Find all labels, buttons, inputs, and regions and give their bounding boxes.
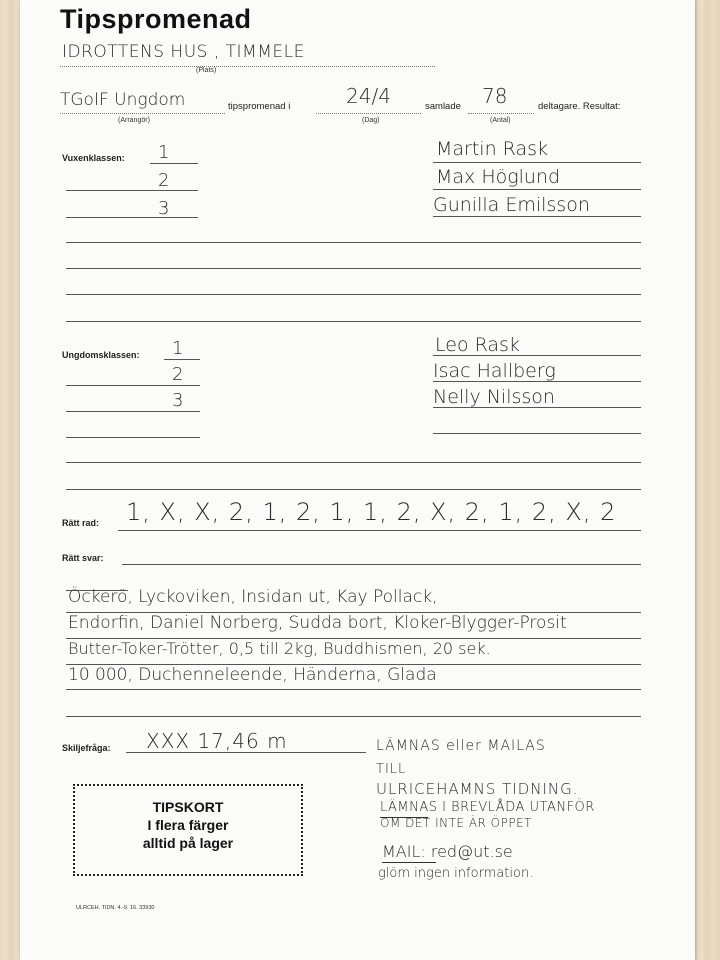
ungdom-name-3: Nelly Nilsson [433, 386, 555, 408]
skilje-label: Skiljefråga: [62, 743, 111, 753]
ratt-svar-line-0 [122, 564, 641, 565]
tipskort-line-2: I flera färger [147, 817, 229, 833]
note-line-7: glöm ingen information. [378, 866, 534, 881]
organizer-value: TGoIF Ungdom [60, 90, 186, 110]
blank-line-2 [66, 268, 641, 269]
blank-line-3 [66, 294, 641, 295]
form-sheet [20, 0, 695, 960]
organizer-line [60, 113, 225, 114]
note-line-5: OM DET INTE ÄR ÖPPET [380, 816, 533, 830]
vuxen-pos-line-3 [66, 217, 198, 218]
tipskort-box [73, 784, 303, 876]
ratt-rad-line [118, 530, 641, 531]
svar-rule-2 [66, 638, 641, 639]
count-label: (Antal) [490, 117, 511, 124]
ungdom-pos-line-4 [66, 437, 200, 438]
count-value: 78 [482, 84, 508, 108]
note-underline-mail [382, 862, 436, 863]
note-line-4: LÄMNAS I BREVLÅDA UTANFÖR [380, 800, 595, 815]
ungdom-pos-line-2 [66, 385, 200, 386]
tipskort-line-3: alltid på lager [142, 835, 234, 851]
ratt-svar-line-4: 10 000, Duchenneleende, Händerna, Glada [68, 665, 437, 685]
vuxen-pos-2: 2 [158, 170, 170, 191]
vuxen-name-line-2 [433, 189, 641, 190]
blank-line-4 [66, 321, 641, 322]
day-label: (Dag) [362, 117, 380, 124]
organizer-label: (Arrangör) [118, 117, 150, 124]
ratt-svar-line-1: Öckerö, Lyckoviken, Insidan ut, Kay Pollack, [68, 587, 438, 607]
svar-rule-4 [66, 689, 641, 690]
footer-code: ULRCEH. TIDN. 4.-9. 16. 33930 [76, 905, 155, 911]
note-line-2: TILL [376, 762, 407, 777]
vuxen-pos-1: 1 [158, 142, 170, 163]
blank-line-5 [66, 462, 641, 463]
text-samlade: samlade [425, 101, 461, 112]
ungdom-pos-line-1 [164, 359, 200, 360]
ratt-svar-line-2: Endorfin, Daniel Norberg, Sudda bort, Kloker-Blygger-Prosit [68, 613, 567, 633]
note-line-6: MAIL: red@ut.se [382, 842, 513, 861]
vuxen-pos-line-2 [66, 190, 198, 191]
skilje-answer: XXX 17,46 m [146, 729, 288, 753]
ungdom-name-1: Leo Rask [435, 334, 520, 356]
svar-rule-3 [66, 664, 641, 665]
ungdom-label: Ungdomsklassen: [62, 350, 140, 360]
ratt-svar-label: Rätt svar: [62, 553, 104, 563]
ungdom-name-line-4 [433, 433, 641, 434]
text-deltagare: deltagare. Resultat: [538, 101, 621, 112]
ratt-rad-label: Rätt rad: [62, 518, 100, 528]
count-line [468, 113, 534, 114]
ungdom-pos-2: 2 [172, 364, 184, 385]
place-label: (Plats) [196, 67, 217, 74]
ungdom-name-line-3 [433, 407, 641, 408]
blank-line-1 [66, 242, 641, 243]
ungdom-name-line-2 [433, 381, 641, 382]
day-value: 24/4 [346, 84, 391, 108]
ungdom-pos-3: 3 [172, 390, 184, 411]
ungdom-name-line-1 [433, 355, 641, 356]
vuxen-pos-line-1 [150, 163, 198, 164]
blank-line-6 [66, 489, 641, 490]
text-tipspromenad: tipspromenad i [228, 101, 291, 112]
vuxen-name-3: Gunilla Emilsson [433, 194, 590, 216]
vuxen-name-2: Max Höglund [436, 166, 561, 188]
ungdom-pos-line-3 [66, 411, 200, 412]
place-line [60, 66, 435, 67]
vuxen-name-1: Martin Rask [436, 138, 548, 160]
svar-rule-5 [66, 716, 641, 717]
ratt-rad-value: 1, X, X, 2, 1, 2, 1, 1, 2, X, 2, 1, 2, X, 2 [126, 498, 617, 526]
vuxen-label: Vuxenklassen: [62, 153, 125, 163]
skilje-line [126, 752, 366, 753]
note-line-1: LÄMNAS eller MAILAS [376, 738, 546, 754]
svar-rule-1 [66, 612, 641, 613]
day-line [316, 113, 421, 114]
vuxen-pos-3: 3 [158, 198, 170, 219]
vuxen-name-line-3 [433, 216, 641, 217]
note-line-3: ULRICEHAMNS TIDNING. [376, 780, 579, 798]
place-value: IDROTTENS HUS , TIMMELE [62, 42, 305, 62]
ungdom-pos-1: 1 [172, 338, 184, 359]
ratt-svar-line-3: Butter-Toker-Trötter, 0,5 till 2kg, Buddhismen, 20 sek. [68, 639, 491, 658]
ungdom-name-2: Isac Hallberg [433, 360, 556, 382]
form-title: Tipspromenad [60, 4, 252, 34]
vuxen-name-line-1 [433, 162, 641, 163]
tipskort-line-1: TIPSKORT [152, 799, 224, 815]
